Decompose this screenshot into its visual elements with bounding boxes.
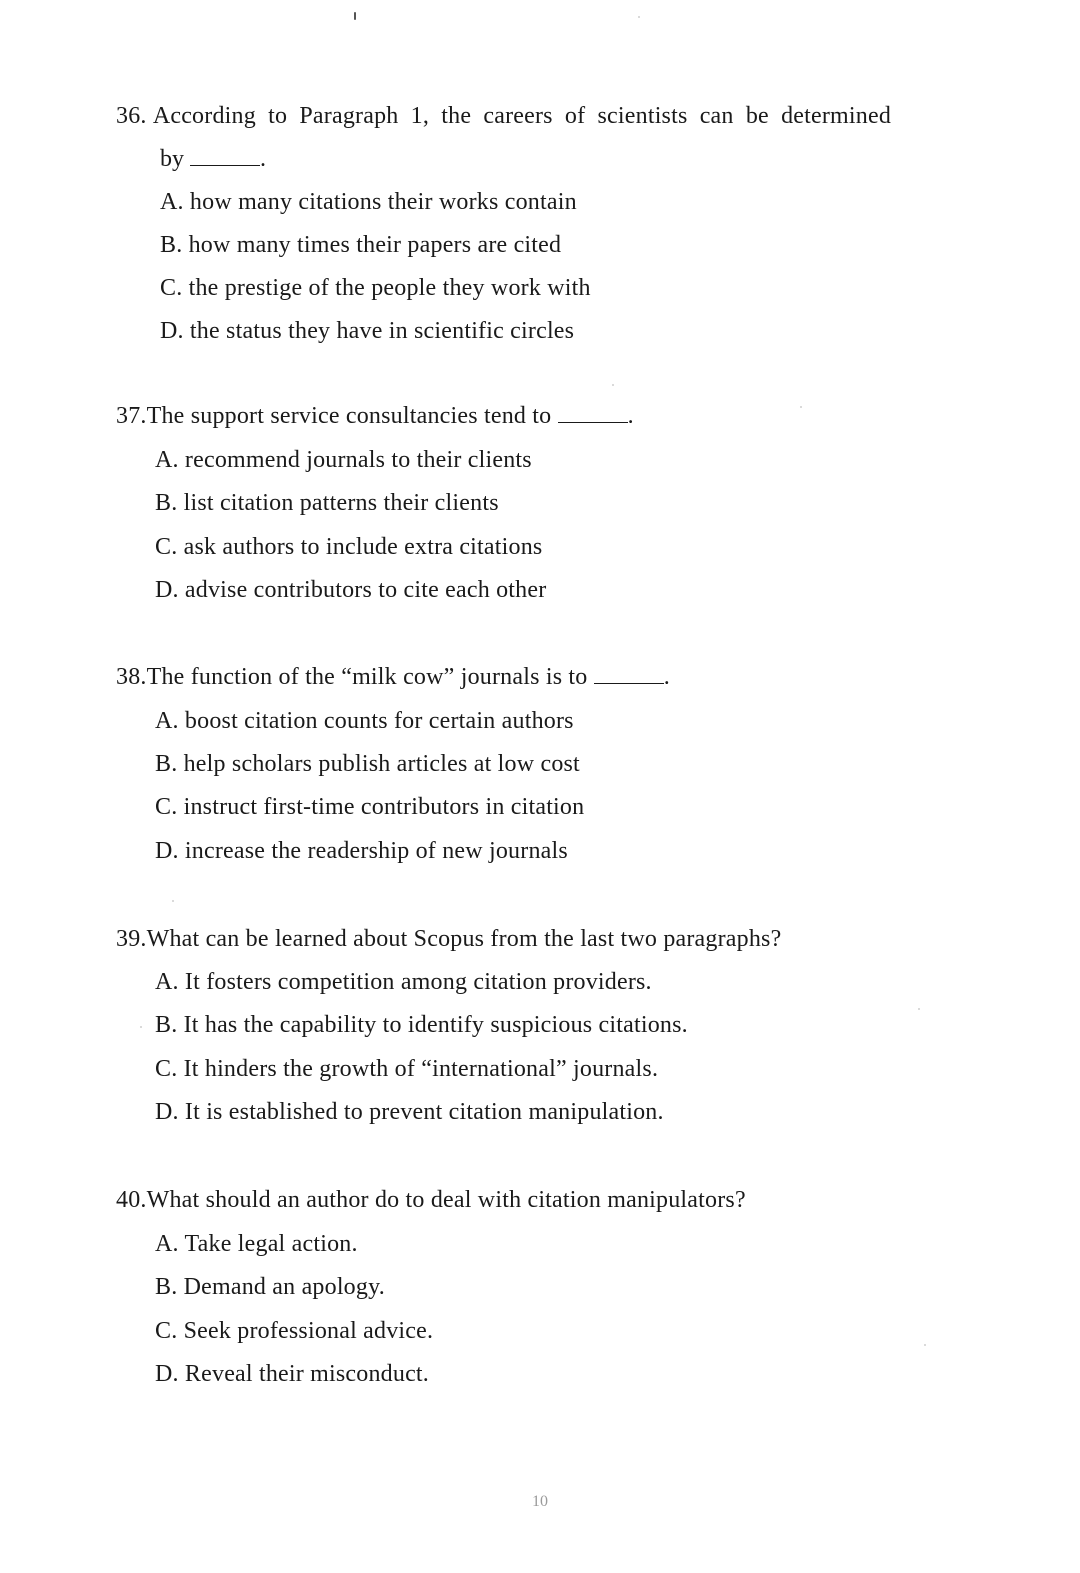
option-c: C. It hinders the growth of “international” journals. <box>155 1056 659 1082</box>
stem-text: What can be learned about Scopus from the last two paragraphs? <box>146 926 782 952</box>
scan-speck <box>638 16 640 18</box>
option-b: B. how many times their papers are cited <box>160 232 562 258</box>
answer-blank <box>558 402 628 423</box>
option-c: C. the prestige of the people they work with <box>160 275 591 301</box>
scan-speck <box>918 1008 920 1010</box>
question-number: 40. <box>116 1187 147 1213</box>
scan-speck <box>354 12 356 20</box>
option-a: A. recommend journals to their clients <box>155 447 532 473</box>
scan-speck <box>172 900 174 902</box>
stem-text: What should an author do to deal with citation manipulators? <box>146 1187 746 1213</box>
stem-text: The support service consultancies tend to <box>146 403 552 429</box>
answer-blank <box>190 145 260 166</box>
option-d: D. advise contributors to cite each other <box>155 577 547 603</box>
option-b: B. Demand an apology. <box>155 1274 385 1300</box>
option-b: B. list citation patterns their clients <box>155 490 499 516</box>
option-a: A. boost citation counts for certain authors <box>155 708 574 734</box>
option-c: C. instruct first-time contributors in citation <box>155 794 585 820</box>
option-a: A. how many citations their works contain <box>160 189 577 215</box>
scan-speck <box>924 1344 926 1346</box>
question-number: 36. <box>116 103 147 129</box>
option-d: D. It is established to prevent citation manipulation. <box>155 1099 664 1125</box>
stem-text: by <box>160 146 184 172</box>
stem-text: . <box>627 403 634 429</box>
option-d: D. increase the readership of new journals <box>155 838 568 864</box>
question-stem <box>116 924 781 954</box>
stem-text: According to Paragraph 1, the careers of scientists can be determined <box>152 103 892 129</box>
question-stem-continued <box>160 144 266 174</box>
stem-text: . <box>260 146 266 172</box>
question-number: 39. <box>116 926 147 952</box>
scan-speck <box>800 406 802 408</box>
page-number: 10 <box>532 1493 548 1510</box>
option-d: D. the status they have in scientific circles <box>160 318 575 344</box>
scan-speck <box>612 384 614 386</box>
option-c: C. Seek professional advice. <box>155 1318 434 1344</box>
question-stem <box>116 662 670 692</box>
option-d: D. Reveal their misconduct. <box>155 1361 429 1387</box>
question-number: 37. <box>116 403 147 429</box>
option-b: B. It has the capability to identify suspicious citations. <box>155 1012 688 1038</box>
scan-speck <box>140 1026 142 1028</box>
question-stem <box>116 101 891 131</box>
option-a: A. It fosters competition among citation providers. <box>155 969 652 995</box>
option-a: A. Take legal action. <box>155 1231 358 1257</box>
question-stem <box>116 1185 746 1215</box>
option-b: B. help scholars publish articles at low cost <box>155 751 580 777</box>
stem-text: . <box>663 664 670 690</box>
stem-text: The function of the “milk cow” journals is to <box>146 664 588 690</box>
answer-blank <box>594 663 664 684</box>
question-number: 38. <box>116 664 147 690</box>
question-stem <box>116 401 634 431</box>
option-c: C. ask authors to include extra citations <box>155 534 543 560</box>
